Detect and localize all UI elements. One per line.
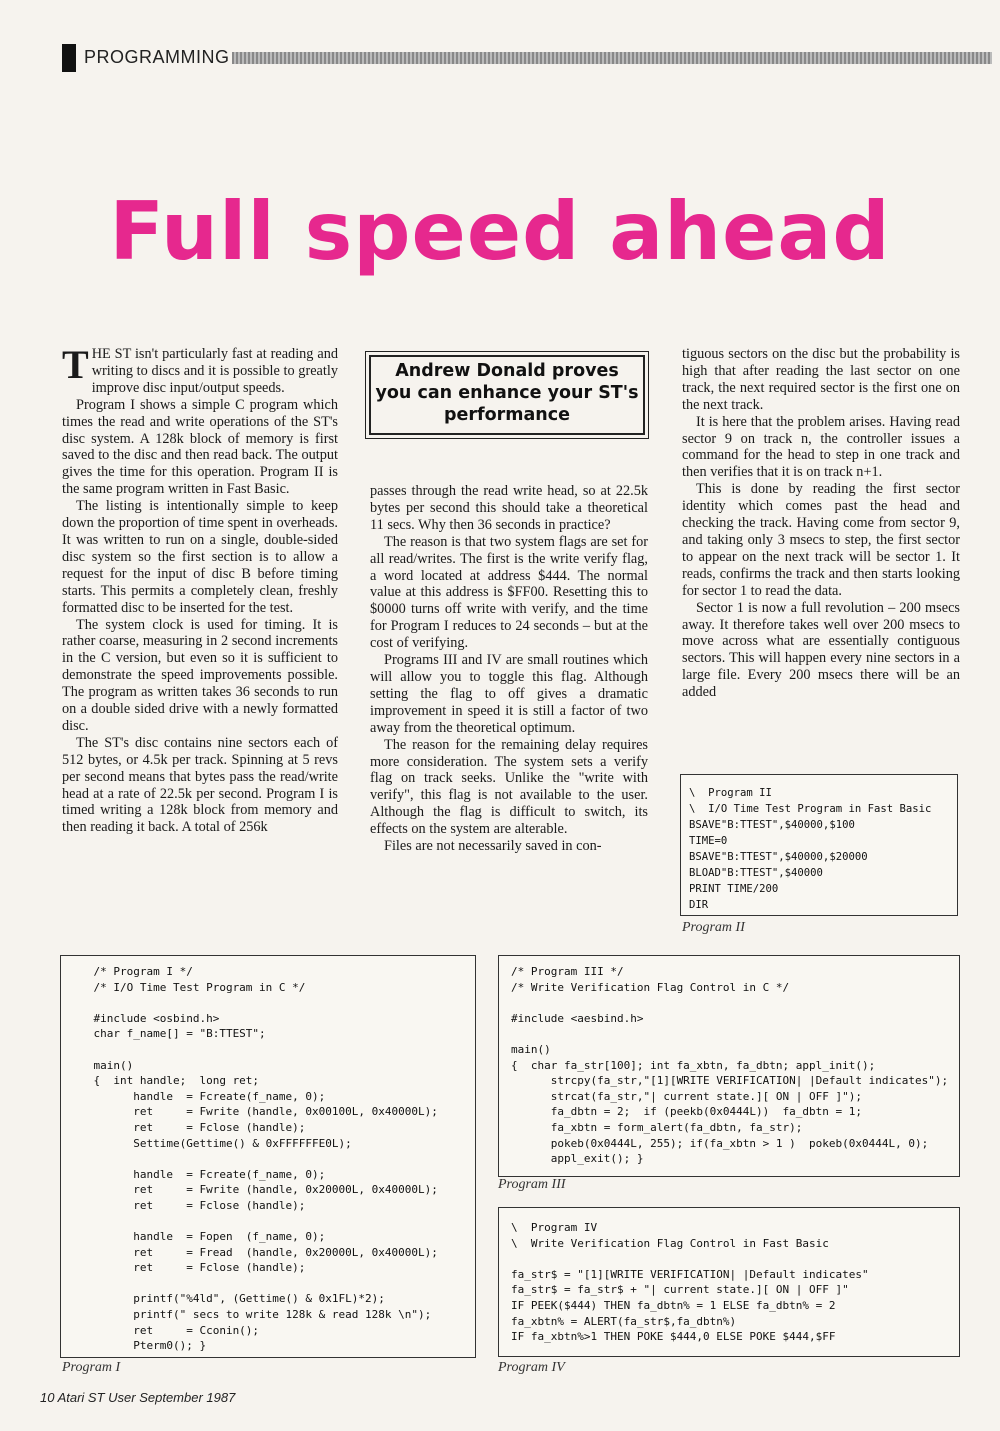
paragraph: The system clock is used for timing. It is rather coarse, measuring in 2 second increments in the C version, but even so it is sufficient to demonstrate the speed improvements possible. The program as written takes 36 seconds to run on a double sided drive with a newly formatted disc. [62,616,338,734]
program-4-listing: \ Program IV \ Write Verification Flag Control in Fast Basic fa_str$ = "[1][WRITE VERIFICATION| |Default indicates" fa_str$ = fa_str$ + "| current state.][ ON | OFF ]" IF PEEK($444) THEN fa_dbtn% = 1 ELSE fa_dbtn% = 2 fa_xbtn% = ALERT(fa_str$,fa_dbtn%) IF fa_xbtn%>1 THEN POKE $444,0 ELSE POKE $444,$FF [498,1207,960,1357]
paragraph: The listing is intentionally simple to keep down the proportion of time spent in overheads. It was written to run on a single, double-sided disc system so the first section is to allow a request for the input of disc B before timing starts. This permits a completely clean, freshly formatted disc to be inserted for the test. [62,498,338,616]
paragraph: THE ST isn't particularly fast at reading and writing to discs and it is possible to greatly improve disc input/output speeds. [62,342,338,396]
page-footer: 10 Atari ST User September 1987 [40,1390,236,1405]
drop-cap: T [62,342,89,387]
program-2-listing: \ Program II \ I/O Time Test Program in Fast Basic BSAVE"B:TTEST",$40000,$100 TIME=0 BSAVE"B:TTEST",$40000,$20000 BLOAD"B:TTEST",$40000 PRINT TIME/200 DIR [680,774,958,916]
section-header [62,44,992,72]
section-label: PROGRAMMING [84,47,230,67]
section-marker [62,44,76,72]
paragraph: The reason is that two system flags are set for all read/writes. The first is the write verify flag, a word located at address $444. The normal value at this address is $FF00. Resetting this to $0000 turns off write with verify, and the time for Program I reduces to 24 seconds – but at the cost of verifying. [370,533,648,652]
program-2-caption: Program II [682,920,745,935]
paragraph: Sector 1 is now a full revolution – 200 msecs away. It therefore takes well over 200 msecs to move across what are essentially contiguous sectors. This will happen every nine sectors in a large file. Every 200 msecs there will be an added [682,599,960,701]
program-3-caption: Program III [498,1177,566,1192]
standfirst-text: Andrew Donald proves you can enhance your ST's performance [375,361,639,425]
paragraph: The ST's disc contains nine sectors each of 512 bytes, or 4.5k per track. Spinning at 5 revs per second means that bytes pass the read/write head at a rate of 22.5k per second. Program I is timed writing a 128k block from memory and then reading it back. A total of 256k [62,734,338,836]
paragraph: This is done by reading the first sector identity which comes past the head and checking the track. Having come from sector 9, and taking only 3 msecs to step, the first sector to appear on the next track will be sector 1. It reads, confirms the track and then starts looking for sector 1 to read the data. [682,481,960,599]
paragraph: It is here that the problem arises. Having read sector 9 on track n, the controller issues a command for the head to step in one track and then verifies that it is on track n+1. [682,413,960,481]
article-column-2 [370,483,648,855]
paragraph: tiguous sectors on the disc but the probability is high that after reading the last sector on one track, the next required sector is the first one on the next track. [682,346,960,413]
standfirst-box [369,355,645,435]
program-1-listing: /* Program I */ /* I/O Time Test Program in C */ #include <osbind.h> char f_name[] = "B:TTEST"; main() { int handle; long ret; handle = Fcreate(f_name, 0); ret = Fwrite (handle, 0x00100L, 0x40000L); ret = Fclose (handle); Settime(Gettime() & 0xFFFFFFE0L); handle = Fcreate(f_name, 0); ret = Fwrite (handle, 0x20000L, 0x40000L); ret = Fclose (handle); handle = Fopen (f_name, 0); ret = Fread (handle, 0x20000L, 0x40000L); ret = Fclose (handle); printf("%4ld", (Gettime() & 0x1FL)*2); printf(" secs to write 128k & read 128k \n"); ret = Cconin(); Pterm0(); } [60,955,476,1358]
paragraph: Programs III and IV are small routines which will allow you to toggle this flag. Although setting the flag to off gives a dramatic improvement in speed it is still a factor of two away from the theoretical optimum. [370,652,648,736]
program-1-caption: Program I [62,1360,121,1375]
article-column-1 [62,342,338,836]
paragraph: Program I shows a simple C program which times the read and write operations of the ST's disc system. A 128k block of memory is first saved to the disc and then read back. The output gives the time for this operation. Program II is the same program written in Fast Basic. [62,396,338,498]
paragraph: The reason for the remaining delay requires more consideration. The system sets a verify flag on track seeks. Unlike the "write with verify", this flag is not available to the user. Although the flag is difficult to switch, its effects on the system are alterable. [370,736,648,838]
paragraph: passes through the read write head, so at 22.5k bytes per second this should take a theoretical 11 secs. Why then 36 seconds in practice? [370,483,648,533]
section-rule [232,52,992,64]
article-column-3 [682,346,960,701]
program-3-listing: /* Program III */ /* Write Verification Flag Control in C */ #include <aesbind.h> main() { char fa_str[100]; int fa_xbtn, fa_dbtn; appl_init(); strcpy(fa_str,"[1][WRITE VERIFICATION| |Default indicates"); strcat(fa_str,"| current state.][ ON | OFF ]"); fa_dbtn = 2; if (peekb(0x0444L)) fa_dbtn = 1; fa_xbtn = form_alert(fa_dbtn, fa_str); pokeb(0x0444L, 255); if(fa_xbtn > 1 ) pokeb(0x0444L, 0); appl_exit(); } [498,955,960,1177]
program-4-caption: Program IV [498,1360,565,1375]
headline: Full speed ahead [109,185,891,278]
paragraph: Files are not necessarily saved in con- [384,838,602,855]
